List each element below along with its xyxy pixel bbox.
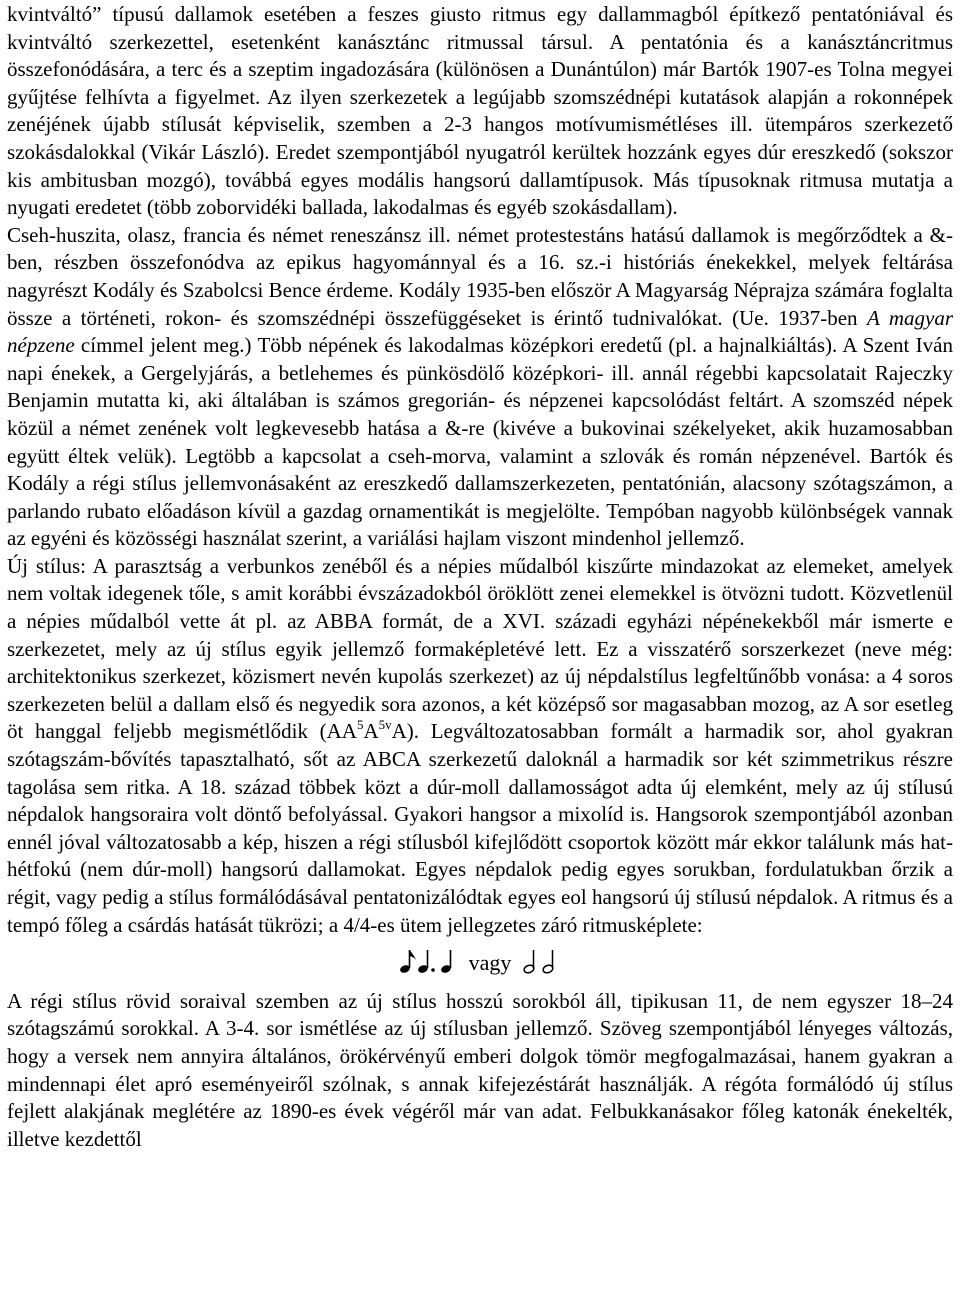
eighth-dotted-quarter-quarter-notes [399, 947, 459, 982]
paragraph-origins [7, 0, 953, 222]
rhythm-or-label: vagy [468, 949, 512, 975]
paragraph-influences-text-b: címmel jelent meg.) Több népének és lakodalmas középkori eredetű (pl. a hajnalkiáltás). A Szent Iván napi énekek, a Gergelyjárás, a betlehemes és pünkösdölő középkori- ill. annál régebbi kapcsolatait Rajeczky Benjamin mutatta ki, aki általában is számos gregorián- és népzenei kapcsolódást feltárt. A szomszéd népek közül a német zenének volt legkevesebb hatása a &-re (kivéve a bukovinai székelyeket, akik huzamosabban együtt éltek velük). Legtöbb a kapcsolat a cseh-morva, valamint a szlovák és román népzenével. Bartók és Kodály a régi stílus jellemvonásaként az ereszkedő dallamszerkezeten, pentatónián, alacsony szótagszámon, a parlando rubato előadáson kívül a gazdag ornamentikát is megjelölte. Tempóban nagyobb különbségek vannak az egyéni és közösségi használat szerint, a variálási hajlam viszont mindenhol jellemző. [7, 333, 953, 551]
paragraph-influences [7, 222, 953, 553]
book-title: A magyar népzene [7, 305, 953, 358]
rhythm-pattern-1-icon [399, 947, 459, 975]
paragraph-new-style-text-a: Új stílus: A parasztság a verbunkos zenéből és a népies műdalból kiszűrte mindazokat az elemeket, amelyek nem voltak idegenek tőle, s amit korábbi évszázadokból öröklött zenei elemekkel is ötvözni tudott. Közvetlenül a népies műdalból vette át pl. az ABBA formát, de a XVI. századi egyházi népénekekből már ismerte e szerkezetet, mely az új stílus egyik jellemző formaképletévé lett. Ez a visszatérő sorszerkezet (neve még: architektonikus szerkezet, közismert nevén kupolás szerkezet) az új népdalstílus legfeltűnőbb vonása: a 4 soros szerkezeten belül a dallam első és negyedik sora azonos, a két középső sor magasabban mozog, az A sor esetleg öt hanggal feljebb megismétlődik (AA [7, 553, 953, 744]
paragraph-new-style-text-b: A). Legváltozatosabban formált a harmadik sor, ahol gyakran szótagszám-bővítés tapasztalható, sőt az ABCA szerkezetű daloknál a harmadik sor két szimmetrikus részre tagolása sem ritka. A 18. század többek közt a dúr-moll dallamosságot adta új elemként, mely az új stílusú népdalok hangsoraira volt döntő befolyással. Gyakori hangsor a mixolíd is. Hangsorok szempontjából azonban ennél jóval változatosabb a kép, hiszen a régi stílusból kifejlődött csoportok között már ekkor találunk más hat- hétfokú (nem dúr-moll) hangsorú dallamokat. Egyes népdalok pedig egyes sorukban, fordulatukban őrzik a régit, vagy pedig a stílus formálódásával pentatonizálódtak egyes eol hangsorú új stílusú népdalok. A ritmus és a tempó főleg a csárdás hatását tükrözi; a 4/4-es ütem jellegzetes záró ritmusképlete: [7, 719, 954, 937]
two-half-notes [521, 947, 561, 982]
paragraph-origins-text: kvintváltó” típusú dallamok esetében a feszes giusto ritmus egy dallammagból építkező pentatóniával és kvintváltó szerkezettel, esetenként kanásztánc ritmussal társul. A pentatónia és a kanásztáncritmus összefonódására, a terc és a szeptim ingadozására (különösen a Dunántúlon) már Bartók 1907-es Tolna megyei gyűjtése felhívta a figyelmet. Az ilyen szerkezetek a legújabb szomszédnépi kutatások alapján a rokonnépek zenéjének újabb stílusát képviselik, szemben a 2-3 hangos motívumismétléses ill. ütempáros szerkezető szokásdalokkal (Vikár László). Eredet szempontjából nyugatról kerültek hozzánk egyes dúr ereszkedő (sokszor kis ambitusban mozgó), továbbá egyes modális hangsorú dallamtípusok. Más típusoknak ritmusa mutatja a nyugati eredetet (több zoborvidéki ballada, lakodalmas és egyéb szokásdallam). [7, 2, 953, 220]
paragraph-new-style [7, 553, 953, 939]
superscript-five-v: 5v [378, 717, 392, 733]
rhythm-pattern-2-icon [521, 947, 561, 975]
form-letter: A [363, 719, 379, 744]
rhythm-figure [7, 947, 953, 982]
paragraph-influences-text-a: Cseh-huszita, olasz, francia és német reneszánsz ill. német protestestáns hatású dallamok is megőrződtek a &-ben, részben összefonódva az epikus hagyománnyal és a 16. sz.-i históriás énekekkel, melyek feltárása nagyrészt Kodály és Szabolcsi Bence érdeme. Kodály 1935-ben először A Magyarság Néprajza számára foglalta össze a történeti, rokon- és szomszédnépi összefüggéseket is érintő tudnivalókat. (Ue. 1937-ben [7, 222, 953, 330]
paragraph-new-style-lines [7, 988, 953, 1154]
paragraph-new-style-lines-text: A régi stílus rövid soraival szemben az új stílus hosszú sorokból áll, tipikusan 11, de nem egyszer 18–24 szótagszámú sorokkal. A 3-4. sor ismétlése az új stílusban jellemző. Szöveg szempontjából lényeges változás, hogy a versek nem annyira általános, örökérvényű emberi dolgok tömör megfogalmazásai, hanem gyakran a mindennapi élet apró eseményeiről szólnak, s annak kifejezéstárát használják. A régóta formálódó új stílus fejlett alakjának meglétére az 1890-es évek végéről már van adat. Felbukkanásakor főleg katonák énekelték, illetve kezdettől [7, 988, 953, 1151]
superscript-five: 5 [356, 717, 364, 733]
